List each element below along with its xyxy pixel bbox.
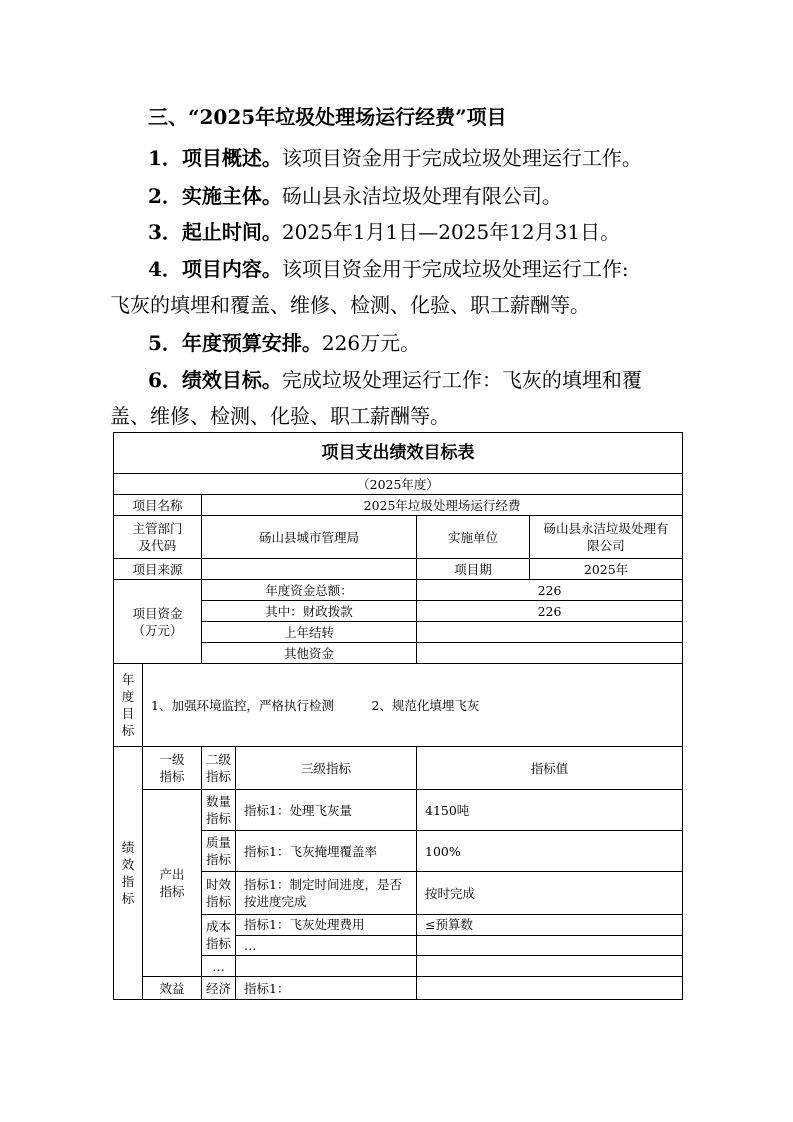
table-title: 项目支出绩效目标表 — [114, 433, 683, 474]
item-label: 4．项目内容。 — [148, 257, 282, 281]
l2-line: 成本 — [205, 919, 231, 934]
fund-row-value — [417, 643, 683, 664]
item-budget — [148, 328, 723, 358]
funds-label-line: 项目资金 — [132, 605, 183, 621]
annual-goal-label — [114, 664, 143, 747]
l2-line: 指标 — [205, 894, 231, 909]
perf-label-char: 绩 — [121, 840, 135, 855]
indicator-l2 — [202, 872, 236, 915]
header-value: 指标值 — [417, 747, 683, 790]
dept-label-line: 主管部门 — [132, 521, 183, 536]
annual-goal-char: 年 — [121, 672, 135, 687]
item-implementer — [148, 181, 723, 211]
l3-line: 指标1：制定时间进度，是否 — [244, 877, 402, 892]
l2-line: 质量 — [205, 835, 231, 850]
empty-cell — [417, 956, 683, 977]
l2-line: 指标 — [205, 852, 231, 867]
header-line: 一级 — [159, 752, 185, 767]
performance-target-table — [113, 432, 683, 1000]
impl-value — [530, 516, 683, 559]
item-content — [148, 254, 723, 284]
indicator-l3 — [236, 872, 417, 915]
item-text: 该项目资金用于完成垃圾处理运行工作。 — [281, 146, 642, 170]
impl-label: 实施单位 — [417, 516, 530, 559]
impl-value-line: 砀山县永洁垃圾处理有 — [543, 521, 669, 536]
header-level2 — [202, 747, 236, 790]
benefit-label: 效益 — [143, 977, 202, 1000]
item-text: 完成垃圾处理运行工作：飞灰的填埋和覆 — [281, 368, 642, 392]
l2-line: 指标 — [205, 936, 231, 951]
indicator-value-extra — [417, 935, 683, 956]
item-label: 6．绩效目标。 — [148, 368, 282, 392]
source-value — [202, 559, 417, 580]
indicator-l2 — [202, 831, 236, 872]
l2-line: 数量 — [205, 794, 231, 809]
benefit-l3: 指标1： — [236, 977, 417, 1000]
indicator-value: ≤预算数 — [417, 915, 683, 936]
perf-label-char: 标 — [121, 891, 135, 906]
perf-indicator-label — [114, 747, 143, 1000]
indicator-l3: 指标1：飞灰掩埋覆盖率 — [236, 831, 417, 872]
item-content-cont: 飞灰的填埋和覆盖、维修、检测、化验、职工薪酬等。 — [110, 293, 590, 317]
indicator-l3: 指标1：飞灰处理费用 — [236, 915, 417, 936]
dept-value: 砀山县城市管理局 — [202, 516, 417, 559]
header-line: 指标 — [205, 769, 231, 784]
header-line: 指标 — [159, 769, 185, 784]
perf-label-char: 指 — [121, 874, 135, 889]
fund-row-value — [417, 622, 683, 643]
annual-goal-char: 标 — [121, 723, 135, 738]
item-text: 2025年1月1日—2025年12月31日。 — [281, 220, 621, 244]
benefit-l2: 经济 — [202, 977, 236, 1000]
impl-value-line: 限公司 — [587, 538, 625, 553]
output-label-line: 指标 — [159, 884, 185, 899]
indicator-value: 4150吨 — [417, 790, 683, 831]
fund-row-label: 上年结转 — [202, 622, 417, 643]
dept-label — [114, 516, 202, 559]
item-label: 1．项目概述。 — [148, 146, 282, 170]
empty-cell — [236, 956, 417, 977]
item-overview — [148, 143, 723, 173]
item-label: 3．起止时间。 — [148, 220, 282, 244]
ellipsis-cell: … — [202, 956, 236, 977]
item-goal — [148, 365, 723, 395]
period-value: 2025年 — [530, 559, 683, 580]
indicator-l2 — [202, 790, 236, 831]
l2-line: 指标 — [205, 811, 231, 826]
indicator-value: 按时完成 — [417, 872, 683, 915]
l3-line: 按进度完成 — [244, 894, 307, 909]
annual-goal-text: 1、加强环境监控，严格执行检测 2、规范化填埋飞灰 — [143, 664, 683, 747]
project-name: 2025年垃圾处理场运行经费 — [202, 495, 683, 516]
perf-label-char: 效 — [121, 857, 135, 872]
period-label: 项目期 — [417, 559, 530, 580]
indicator-value: 100% — [417, 831, 683, 872]
funds-label-line: （万元） — [132, 622, 183, 638]
item-period — [148, 217, 723, 247]
item-text: 226万元。 — [321, 331, 421, 355]
fund-row-label: 其中：财政拨款 — [202, 601, 417, 622]
item-label: 2．实施主体。 — [148, 184, 282, 208]
source-label: 项目来源 — [114, 559, 202, 580]
header-line: 二级 — [205, 752, 231, 767]
fund-row-value: 226 — [417, 580, 683, 601]
annual-goal-char: 目 — [121, 706, 135, 721]
output-label-line: 产出 — [159, 867, 185, 882]
fund-row-label: 其他资金 — [202, 643, 417, 664]
indicator-l2 — [202, 915, 236, 956]
fund-row-label: 年度资金总额： — [202, 580, 417, 601]
annual-goal-char: 度 — [121, 689, 135, 704]
table-year: （2025年度） — [114, 474, 683, 495]
indicator-l3: 指标1：处理飞灰量 — [236, 790, 417, 831]
project-name-label: 项目名称 — [114, 495, 202, 516]
item-label: 5．年度预算安排。 — [148, 331, 322, 355]
benefit-value — [417, 977, 683, 1000]
header-level3: 三级指标 — [236, 747, 417, 790]
item-goal-cont: 盖、维修、检测、化验、职工薪酬等。 — [110, 404, 450, 428]
indicator-l3-extra: … — [236, 935, 417, 956]
item-text: 砀山县永洁垃圾处理有限公司。 — [281, 184, 562, 208]
output-indicator-label — [143, 790, 202, 977]
header-level1 — [143, 747, 202, 790]
dept-label-line: 及代码 — [138, 538, 177, 553]
section-heading: 三、“2025年垃圾处理场运行经费”项目 — [148, 105, 507, 129]
item-text: 该项目资金用于完成垃圾处理运行工作: — [281, 257, 629, 281]
funds-label — [114, 580, 202, 664]
l2-line: 时效 — [205, 877, 231, 892]
fund-row-value: 226 — [417, 601, 683, 622]
